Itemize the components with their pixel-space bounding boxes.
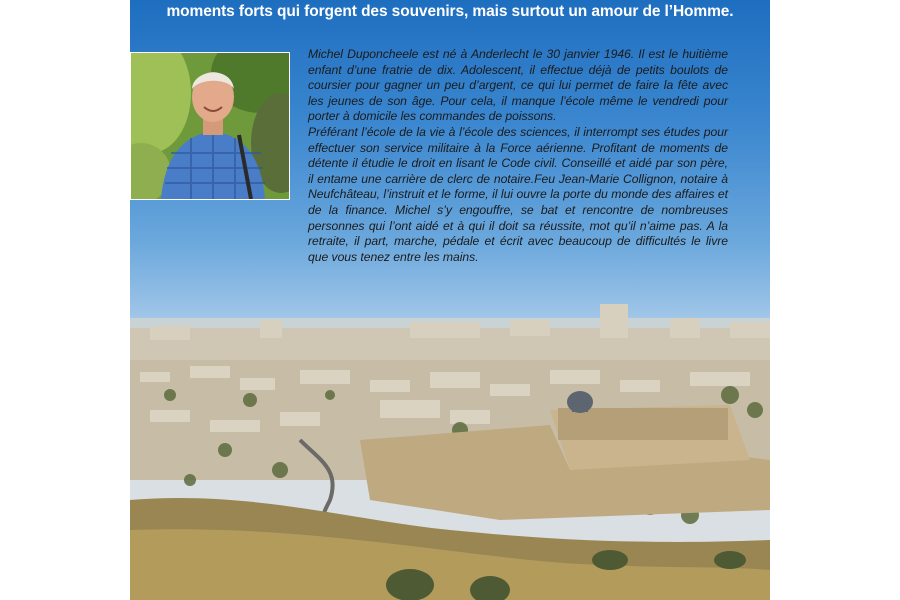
bio-paragraph: Préférant l’école de la vie à l’école des sciences, il interrompt ses études pour effectuer son service militaire à la Force aérienne. Profitant de moments de détente il étudie le droit en lisant le Code civil. Conseillé et aidé par son père, il entame une carrière de clerc de notaire.Feu Jean-Marie Collignon, notaire à Neufchâteau, l’instruit et le forme, il lui ouvre la porte du monde des affaires et de la finance. Michel s’y engouffre, se bat et rencontre de nombreuses personnes qui l’ont aidé et à qui il doit sa réussite, mot qu’il n’aime pas. A la retraite, il part, marche, pédale et écrit avec beaucoup de difficultés le livre que vous tenez entre les mains. bbox=[308, 124, 728, 264]
bio-paragraph: Michel Duponcheele est né à Anderlecht le 30 janvier 1946. Il est le huitième enfant d’une fratrie de dix. Adolescent, il effectue déjà de petits boulots de coursier pour gagner un peu d’argent, ce qui lui permet de faire la fête avec les jeunes de son âge. Pour cela, il manque l’école même le vendredi pour porter à domicile les commandes de poissons. bbox=[308, 47, 728, 124]
author-biography bbox=[308, 47, 728, 265]
book-back-cover bbox=[130, 0, 770, 600]
tagline-text: moments forts qui forgent des souvenirs, mais surtout un amour de l’Homme. bbox=[166, 3, 734, 20]
author-portrait-photo bbox=[130, 52, 290, 200]
